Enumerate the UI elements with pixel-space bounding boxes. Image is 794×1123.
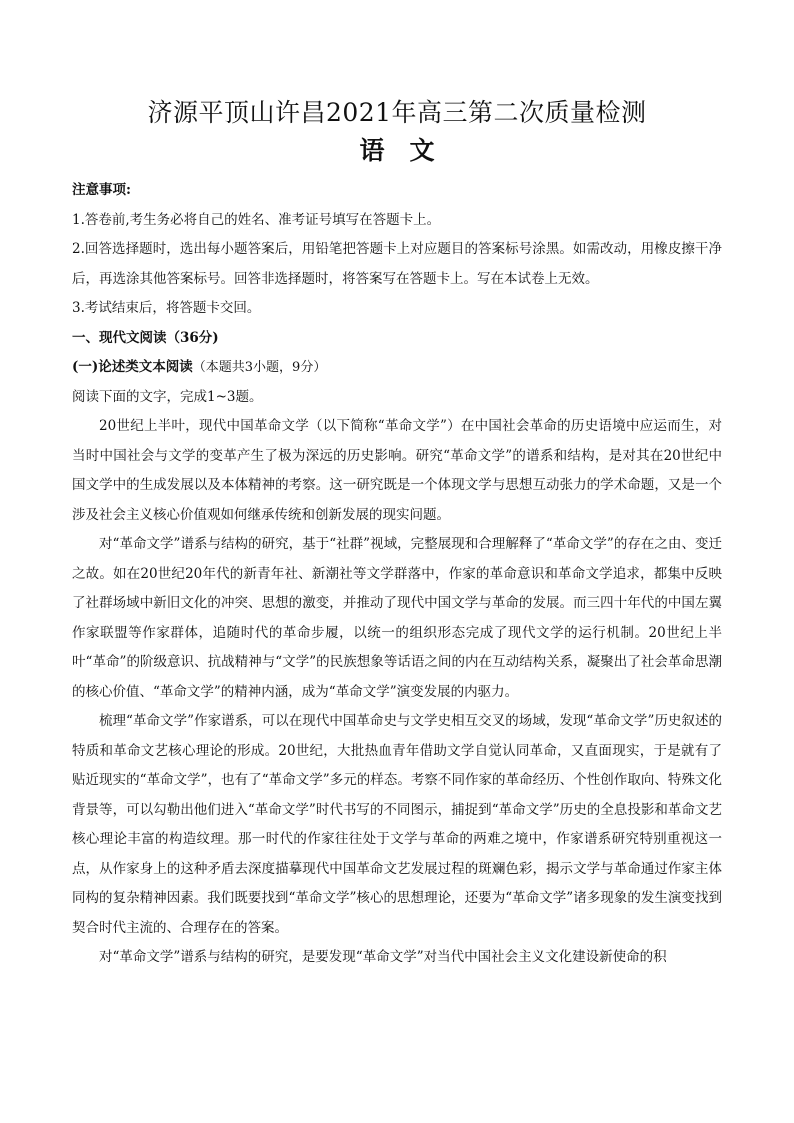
passage-paragraph-3: 梳理“革命文学”作家谱系，可以在现代中国革命史与文学史相互交叉的场域，发现“革命文学”历史叙述的特质和革命文艺核心理论的形成。20世纪，大批热血青年借助文学自觉认同革命，又直面现实，于是就有了贴近现实的“革命文学”，也有了“革命文学”多元的样态。考察不同作家的革命经历、个性创作取向、特殊文化背景等，可以勾勒出他们进入“革命文学”时代书写的不同图示，捕捉到“革命文学”历史的全息投影和革命文艺核心理论丰富的构造纹理。那一时代的作家往往处于文学与革命的两难之境中，作家谱系研究特别重视这一点，从作家身上的这种矛盾去深度描摹现代中国革命文艺发展过程的斑斓色彩，揭示文学与革命通过作家主体同构的复杂精神因素。我们既要找到“革命文学”核心的思想理论，还要为“革命文学”诸多现象的发生演变找到契合时代主流的、合理存在的答案。 xyxy=(72,713,722,936)
exam-title: 济源平顶山许昌2021年高三第二次质量检测 xyxy=(147,98,647,127)
passage-paragraph-2: 对“革命文学”谱系与结构的研究，基于“社群”视域，完整展现和合理解释了“革命文学”的存在之由、变迁之故。如在20世纪20年代的新青年社、新潮社等文学群落中，作家的革命意识和革命文学追求，都集中反映了社群场域中新旧文化的冲突、思想的激变，并推动了现代中国文学与革命的发展。而三四十年代的中国左翼作家联盟等作家群体，追随时代的革命步履，以统一的组织形态完成了现代文学的运行机制。20世纪上半叶“革命”的阶级意识、抗战精神与“文学”的民族想象等话语之间的内在互动结构关系，凝聚出了社会革命思潮的核心价值、“革命文学”的精神内涵，成为“革命文学”演变发展的内驱力。 xyxy=(72,536,722,700)
notice-item-1: 1.答卷前,考生务必将自己的姓名、准考证号填写在答题卡上。 xyxy=(72,211,441,228)
passage-paragraph-1: 20世纪上半叶，现代中国革命文学（以下简称“革命文学”）在中国社会革命的历史语境中应运而生，对当时中国社会与文学的变革产生了极为深远的历史影响。研究“革命文学”的谱系和结构，是对其在20世纪中国文学中的生成发展以及本体精神的考察。这一研究既是一个体现文学与思想互动张力的学术命题，又是一个涉及社会主义核心价值观如何继承传统和创新发展的现实问题。 xyxy=(72,418,722,523)
notice-item-3: 3.考试结束后，将答题卡交回。 xyxy=(72,300,261,316)
passage-paragraph-4: 对“革命文学”谱系与结构的研究，是要发现“革命文学”对当代中国社会主义文化建设新使命的积 xyxy=(99,949,667,965)
reading-instruction: 阅读下面的文字，完成1~3题。 xyxy=(72,388,263,405)
notice-item-2: 2.回答选择题时，选出每小题答案后，用铅笔把答题卡上对应题目的答案标号涂黑。如需改动，用橡皮擦干净后，再选涂其他答案标号。回答非选择题时，将答案写在答题卡上。写在本试卷上无效。 xyxy=(72,241,722,287)
subject-title: 语 文 xyxy=(359,136,435,165)
sub-section-title: (一)论述类文本阅读 xyxy=(72,359,193,375)
notice-heading: 注意事项: xyxy=(72,182,131,198)
sub-section-note: （本题共3小题，9分） xyxy=(192,360,327,375)
sub-section-heading xyxy=(72,353,722,383)
section-heading: 一、现代文阅读（36分) xyxy=(72,329,219,346)
exam-page xyxy=(72,96,722,973)
